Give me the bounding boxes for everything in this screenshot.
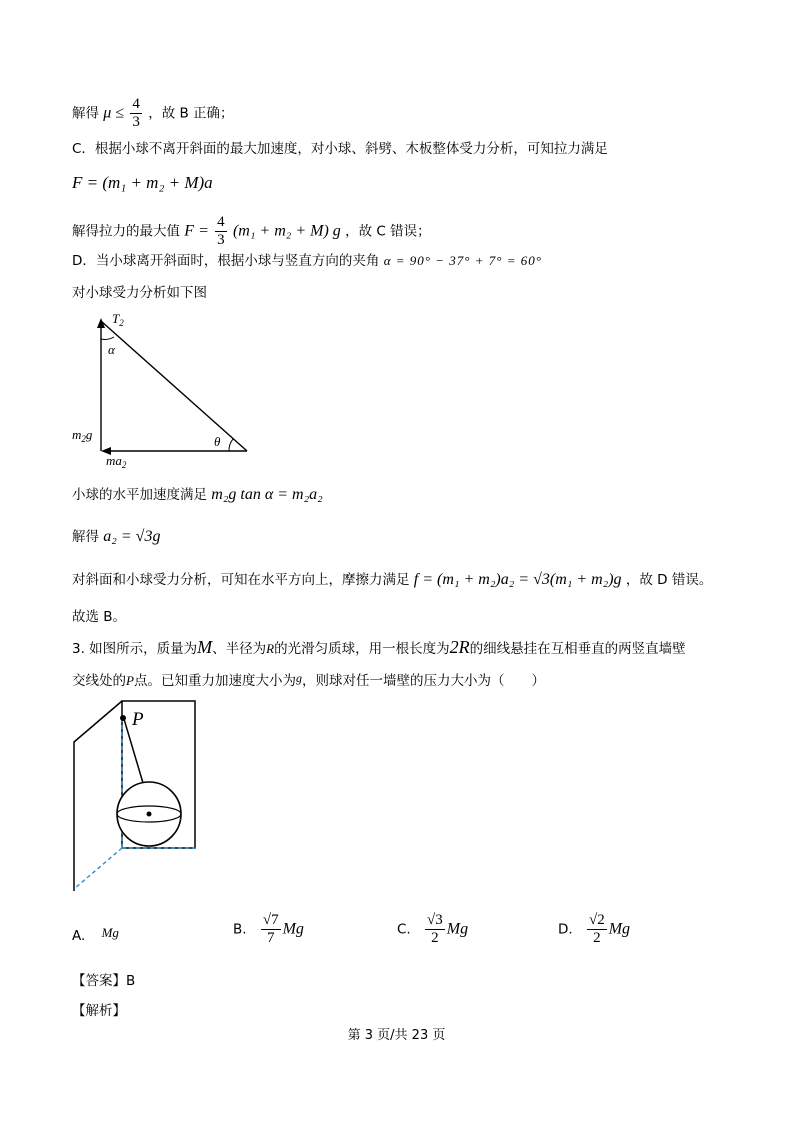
hypotenuse — [101, 321, 247, 451]
page-footer: 第 3 页/共 23 页 — [347, 1028, 446, 1043]
equation-force: F = (m₁ + m₂ + M)a — [72, 173, 213, 192]
t2-label: $T_2$ — [112, 311, 124, 328]
solution-line-horizontal-acc: 小球的水平加速度满足 m₂g tan α = m₂a₂ — [72, 486, 323, 503]
question-3-line-1: 3. 如图所示，质量为M、半径为R的光滑匀质球，用一根长度为2R的细线悬挂在互相垂直的两竖直墙壁 — [72, 637, 686, 657]
force-triangle-diagram — [70, 308, 260, 473]
theta-arc — [229, 439, 233, 451]
answer-choice-line: 故选 B。 — [72, 609, 127, 625]
point-p-dot — [120, 715, 126, 721]
sphere-center-dot — [147, 812, 152, 817]
solution-line-a2: 解得 a₂ = √3g — [72, 528, 161, 545]
solution-line-mu: 解得 μ ≤ $\frac{4}{3}$ ，故 B 正确； — [72, 96, 234, 130]
analysis-label: 【解析】 — [72, 1003, 126, 1019]
answer-label: 【答案】B — [72, 973, 136, 989]
point-p-label: P — [132, 709, 144, 730]
solution-line-friction: 对斜面和小球受力分析，可知在水平方向上，摩擦力满足 f = (m₁ + m₂)a₂ = √3(m₁ + m₂)g ，故 D 错误。 — [72, 571, 713, 588]
solution-line-d: D．当小球离开斜面时，根据小球与竖直方向的夹角 α = 90° − 37° + 7° = 60° — [72, 253, 542, 269]
floor-edge-side-dashed — [74, 848, 122, 889]
question-3-line-2: 交线处的P点。已知重力加速度大小为g，则球对任一墙壁的压力大小为（ ） — [72, 671, 545, 689]
ma2-label: $ma_2$ — [106, 453, 127, 470]
m2g-label: $m_2g$ — [72, 427, 93, 444]
alpha-arc — [101, 337, 114, 339]
alpha-label: α — [108, 342, 115, 357]
solution-line-max-force: 解得拉力的最大值 F = $\frac{4}{3}$ (m₁ + m₂ + M) g ，故 C 错误； — [72, 214, 431, 248]
fraction-four-thirds-2: $\frac{4}{3}$ — [217, 214, 225, 248]
figure-caption-line: 对小球受力分析如下图 — [72, 285, 207, 301]
option-c: C. $\frac{√3}{2}$ Mg — [397, 912, 469, 946]
option-b: B. $\frac{√7}{7}$ Mg — [233, 912, 304, 946]
fraction-four-thirds: $\frac{4}{3}$ — [132, 96, 140, 130]
option-a: A. Mg — [72, 925, 119, 944]
sphere-wall-diagram — [70, 698, 200, 894]
option-d: D. $\frac{√2}{2}$ Mg — [558, 912, 631, 946]
theta-label: θ — [214, 434, 221, 449]
side-wall — [74, 701, 122, 891]
solution-line-c: C．根据小球不离开斜面的最大加速度，对小球、斜劈、木板整体受力分析，可知拉力满足 — [72, 141, 608, 157]
